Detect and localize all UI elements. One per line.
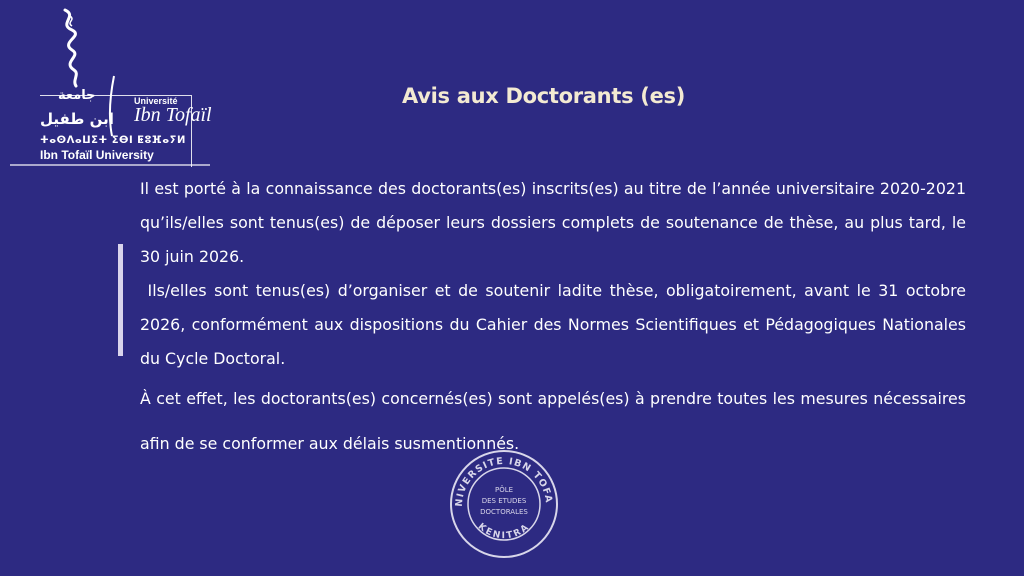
notice-paragraph-3: À cet effet, les doctorants(es) concernés(es) sont appelés(es) à prendre toutes les mesures nécessaires afin de se conformer aux délais susmentionnés. [140,389,966,453]
accent-bar [118,244,123,356]
stamp-seal-icon [448,448,560,560]
stamp-ring-path: NIVERSITE IBN TOFA [453,455,555,508]
notice-title: Avis aux Doctorants (es) [402,84,686,108]
logo-arabic-top: جامعة [58,88,96,103]
doctoral-stamp [448,448,560,560]
university-logo [10,6,210,164]
logo-arabic-name: ابن طفيل [40,110,114,128]
stamp-bottom-text [476,522,532,542]
notice-paragraph-1: Il est porté à la connaissance des doctorants(es) inscrits(es) au titre de l’année universitaire 2020-2021 qu’ils/elles sont tenus(es) de déposer leurs dossiers complets de soutenance de thèse, au plus tard, le 30 juin 2026. [140,179,966,266]
notice-body [140,172,972,466]
logo-underline [10,164,210,166]
logo-university-label: Université [134,96,178,106]
stamp-line-1: PÔLE [494,486,514,494]
logo-ibn-tofail: Ibn Tofaïl [134,104,212,126]
stamp-line-2: DES ETUDES [481,497,527,505]
logo-english-name: Ibn Tofaïl University [40,148,154,162]
stamp-line-3: DOCTORALES [480,508,528,516]
stamp-bottom-path: KENITRA [475,521,533,542]
logo-tifinagh-text: ⵜⴰⵙⴷⴰⵡⵉⵜ ⵉⴱⵏ ⵟⵓⴼⴰⵢⵍ [40,135,186,146]
notice-paragraph-2: Ils/elles sont tenus(es) d’organiser et de soutenir ladite thèse, obligatoirement, avant le 31 octobre 2026, conformément aux dispositions du Cahier des Normes Scientifiques et Pédagogiques Nationales du Cycle Doctoral. [140,281,972,368]
